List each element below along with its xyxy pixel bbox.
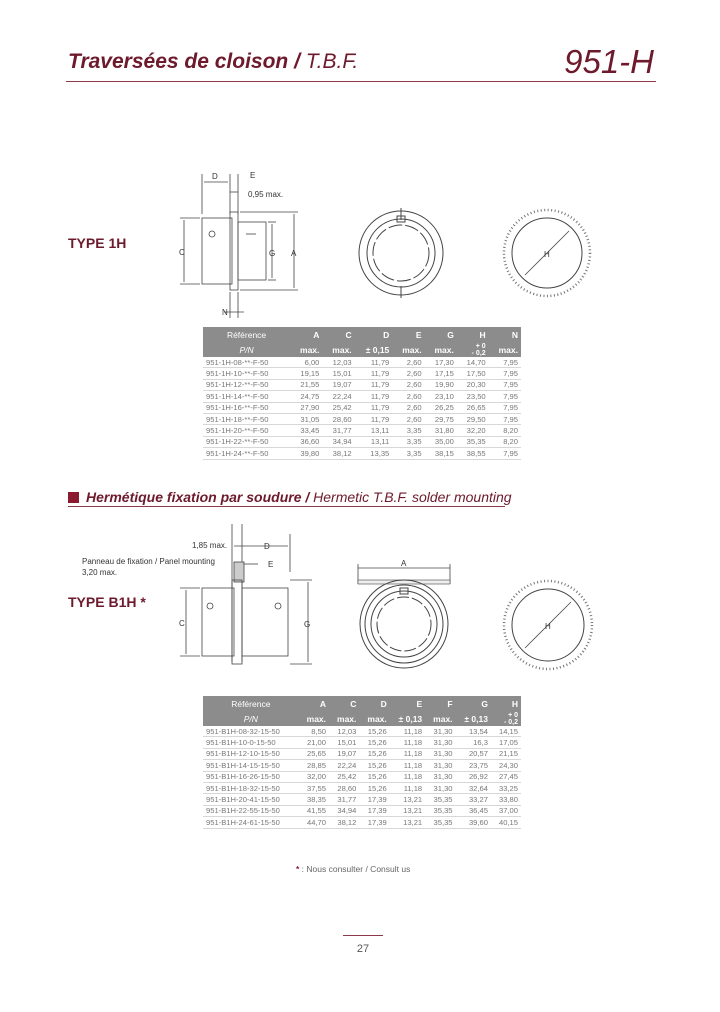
table-row bbox=[203, 425, 521, 436]
value-cell: 37,55 bbox=[299, 782, 329, 793]
value-cell: 33,80 bbox=[491, 794, 521, 805]
section-rule bbox=[68, 506, 505, 507]
section-bullet-icon bbox=[68, 492, 79, 503]
table-row bbox=[203, 737, 521, 748]
sub-h bbox=[457, 342, 489, 357]
value-cell: 35,00 bbox=[425, 436, 457, 447]
value-cell: 17,39 bbox=[359, 794, 389, 805]
value-cell: 31,30 bbox=[425, 748, 455, 759]
value-cell: 15,26 bbox=[359, 726, 389, 737]
label-n: N bbox=[222, 308, 228, 317]
part-number-cell: 951-1H-08-**-F-50 bbox=[203, 357, 290, 368]
value-cell: 25,42 bbox=[322, 402, 354, 413]
table-row bbox=[203, 436, 521, 447]
value-cell: 15,26 bbox=[359, 737, 389, 748]
value-cell: 39,80 bbox=[290, 448, 322, 459]
th-d: D bbox=[359, 696, 389, 711]
type-b1h-front-drawing bbox=[354, 560, 454, 670]
value-cell: 11,18 bbox=[390, 748, 425, 759]
value-cell: 3,35 bbox=[392, 448, 424, 459]
value-cell: 38,35 bbox=[299, 794, 329, 805]
value-cell: 35,35 bbox=[425, 817, 455, 828]
th-pn: P/N bbox=[203, 711, 299, 726]
value-cell: 15,01 bbox=[322, 368, 354, 379]
value-cell: 31,80 bbox=[425, 425, 457, 436]
value-cell: 31,77 bbox=[329, 794, 359, 805]
value-cell: 26,65 bbox=[457, 402, 489, 413]
value-cell: 25,42 bbox=[329, 771, 359, 782]
table-row bbox=[203, 794, 521, 805]
value-cell: 6,00 bbox=[290, 357, 322, 368]
part-number-cell: 951-B1H-12-10-15-50 bbox=[203, 748, 299, 759]
value-cell: 15,26 bbox=[359, 771, 389, 782]
part-number-cell: 951-1H-24-**-F-50 bbox=[203, 448, 290, 459]
value-cell: 37,00 bbox=[491, 805, 521, 816]
value-cell: 38,12 bbox=[329, 817, 359, 828]
sub-g: max. bbox=[425, 342, 457, 357]
label-a: A bbox=[291, 249, 297, 258]
value-cell: 12,03 bbox=[329, 726, 359, 737]
th-ref: Référence bbox=[203, 696, 299, 711]
label-c: C bbox=[179, 248, 185, 257]
value-cell: 2,60 bbox=[392, 368, 424, 379]
value-cell: 7,95 bbox=[489, 391, 521, 402]
table-row bbox=[203, 402, 521, 413]
tol-top: + 0 bbox=[508, 711, 518, 719]
value-cell: 23,75 bbox=[456, 760, 491, 771]
value-cell: 3,35 bbox=[392, 436, 424, 447]
value-cell: 11,18 bbox=[390, 760, 425, 771]
value-cell: 14,70 bbox=[457, 357, 489, 368]
value-cell: 27,90 bbox=[290, 402, 322, 413]
label-185-max: 1,85 max. bbox=[192, 541, 228, 550]
type-b1h-label: TYPE B1H * bbox=[68, 594, 146, 610]
value-cell: 28,60 bbox=[329, 782, 359, 793]
value-cell: 31,30 bbox=[425, 782, 455, 793]
value-cell: 17,50 bbox=[457, 368, 489, 379]
value-cell: 13,11 bbox=[355, 436, 393, 447]
th-e: E bbox=[392, 327, 424, 342]
value-cell: 38,15 bbox=[425, 448, 457, 459]
value-cell: 31,30 bbox=[425, 737, 455, 748]
value-cell: 2,60 bbox=[392, 357, 424, 368]
part-number-cell: 951-1H-12-**-F-50 bbox=[203, 379, 290, 390]
value-cell: 31,30 bbox=[425, 726, 455, 737]
tol-top: + 0 bbox=[475, 342, 486, 350]
value-cell: 21,00 bbox=[299, 737, 329, 748]
th-ref: Référence bbox=[203, 327, 290, 342]
value-cell: 25,65 bbox=[299, 748, 329, 759]
type-1h-front-drawing bbox=[356, 208, 446, 298]
part-number-cell: 951-B1H-16-26-15-50 bbox=[203, 771, 299, 782]
value-cell: 21,55 bbox=[290, 379, 322, 390]
value-cell: 32,64 bbox=[456, 782, 491, 793]
th-e: E bbox=[390, 696, 425, 711]
value-cell: 31,30 bbox=[425, 760, 455, 771]
value-cell: 40,15 bbox=[491, 817, 521, 828]
label-c: C bbox=[179, 619, 185, 628]
footnote-star: * bbox=[296, 864, 300, 874]
value-cell: 28,85 bbox=[299, 760, 329, 771]
label-h: H bbox=[545, 622, 551, 631]
sub-c: max. bbox=[322, 342, 354, 357]
value-cell: 12,03 bbox=[322, 357, 354, 368]
th-a: A bbox=[299, 696, 329, 711]
value-cell: 19,07 bbox=[329, 748, 359, 759]
part-number-cell: 951-1H-16-**-F-50 bbox=[203, 402, 290, 413]
value-cell: 35,35 bbox=[425, 794, 455, 805]
value-cell: 23,50 bbox=[457, 391, 489, 402]
value-cell: 7,95 bbox=[489, 379, 521, 390]
value-cell: 32,00 bbox=[299, 771, 329, 782]
value-cell: 11,79 bbox=[355, 379, 393, 390]
value-cell: 22,24 bbox=[329, 760, 359, 771]
value-cell: 24,30 bbox=[491, 760, 521, 771]
value-cell: 21,15 bbox=[491, 748, 521, 759]
value-cell: 2,60 bbox=[392, 391, 424, 402]
footnote-text: : Nous consulter / Consult us bbox=[299, 864, 411, 874]
page-number-rule bbox=[343, 935, 383, 936]
value-cell: 26,92 bbox=[456, 771, 491, 782]
tol-bottom: - 0,2 bbox=[471, 349, 486, 357]
table-row bbox=[203, 448, 521, 459]
label-d: D bbox=[264, 542, 270, 551]
table-row bbox=[203, 805, 521, 816]
table-row bbox=[203, 368, 521, 379]
value-cell: 36,45 bbox=[456, 805, 491, 816]
th-d: D bbox=[355, 327, 393, 342]
th-c: C bbox=[329, 696, 359, 711]
value-cell: 7,95 bbox=[489, 357, 521, 368]
section-subtitle: Hermetic T.B.F. solder mounting bbox=[309, 489, 512, 505]
th-h: H bbox=[457, 327, 489, 342]
value-cell: 31,77 bbox=[322, 425, 354, 436]
part-number-cell: 951-1H-22-**-F-50 bbox=[203, 436, 290, 447]
value-cell: 11,79 bbox=[355, 368, 393, 379]
value-cell: 19,07 bbox=[322, 379, 354, 390]
part-number-cell: 951-B1H-24-61-15-50 bbox=[203, 817, 299, 828]
sub-n: max. bbox=[489, 342, 521, 357]
part-number-cell: 951-B1H-14-15-15-50 bbox=[203, 760, 299, 771]
panel-mounting-label: Panneau de fixation / Panel mounting bbox=[82, 557, 215, 566]
value-cell: 28,60 bbox=[322, 413, 354, 424]
value-cell: 32,20 bbox=[457, 425, 489, 436]
sub-h bbox=[491, 711, 521, 726]
value-cell: 13,11 bbox=[355, 425, 393, 436]
label-a: A bbox=[401, 559, 407, 568]
sub-a: max. bbox=[299, 711, 329, 726]
page-title bbox=[68, 50, 358, 74]
th-n: N bbox=[489, 327, 521, 342]
label-095-max: 0,95 max. bbox=[248, 190, 284, 199]
table-row bbox=[203, 817, 521, 828]
sub-d: max. bbox=[359, 711, 389, 726]
table-row bbox=[203, 782, 521, 793]
section-title: Hermétique fixation par soudure / bbox=[86, 489, 310, 505]
value-cell: 34,94 bbox=[322, 436, 354, 447]
type-1h-side-drawing bbox=[170, 168, 310, 318]
part-number-cell: 951-B1H-08-32-15-50 bbox=[203, 726, 299, 737]
value-cell: 22,24 bbox=[322, 391, 354, 402]
value-cell: 31,05 bbox=[290, 413, 322, 424]
part-number-cell: 951-B1H-20-41-15-50 bbox=[203, 794, 299, 805]
series-number: 951-H bbox=[564, 43, 654, 80]
value-cell: 26,25 bbox=[425, 402, 457, 413]
value-cell: 11,18 bbox=[390, 782, 425, 793]
label-g: G bbox=[304, 620, 311, 629]
label-g: G bbox=[269, 249, 276, 258]
value-cell: 15,26 bbox=[359, 782, 389, 793]
label-d: D bbox=[212, 172, 218, 181]
title-sub: T.B.F. bbox=[299, 50, 359, 73]
value-cell: 8,20 bbox=[489, 436, 521, 447]
th-g: G bbox=[425, 327, 457, 342]
page-number: 27 bbox=[356, 943, 370, 955]
value-cell: 38,12 bbox=[322, 448, 354, 459]
type-1h-table bbox=[203, 327, 521, 460]
value-cell: 20,57 bbox=[456, 748, 491, 759]
value-cell: 38,55 bbox=[457, 448, 489, 459]
value-cell: 13,54 bbox=[456, 726, 491, 737]
value-cell: 35,35 bbox=[425, 805, 455, 816]
value-cell: 19,90 bbox=[425, 379, 457, 390]
panel-320-max: 3,20 max. bbox=[82, 568, 118, 577]
value-cell: 17,15 bbox=[425, 368, 457, 379]
value-cell: 13,35 bbox=[355, 448, 393, 459]
value-cell: 15,01 bbox=[329, 737, 359, 748]
value-cell: 27,45 bbox=[491, 771, 521, 782]
type-1h-label: TYPE 1H bbox=[68, 235, 127, 251]
table-row bbox=[203, 726, 521, 737]
part-number-cell: 951-B1H-22-55-15-50 bbox=[203, 805, 299, 816]
value-cell: 39,60 bbox=[456, 817, 491, 828]
part-number-cell: 951-1H-14-**-F-50 bbox=[203, 391, 290, 402]
sub-c: max. bbox=[329, 711, 359, 726]
value-cell: 13,21 bbox=[390, 805, 425, 816]
value-cell: 15,26 bbox=[359, 760, 389, 771]
value-cell: 2,60 bbox=[392, 402, 424, 413]
table-row bbox=[203, 357, 521, 368]
table-row bbox=[203, 379, 521, 390]
type-b1h-side-drawing bbox=[82, 522, 322, 668]
sub-a: max. bbox=[290, 342, 322, 357]
value-cell: 11,18 bbox=[390, 726, 425, 737]
value-cell: 29,50 bbox=[457, 413, 489, 424]
value-cell: 31,30 bbox=[425, 771, 455, 782]
part-number-cell: 951-B1H-18-32-15-50 bbox=[203, 782, 299, 793]
value-cell: 11,79 bbox=[355, 357, 393, 368]
value-cell: 17,30 bbox=[425, 357, 457, 368]
value-cell: 41,55 bbox=[299, 805, 329, 816]
th-g: G bbox=[456, 696, 491, 711]
header-rule bbox=[66, 81, 656, 82]
value-cell: 19,15 bbox=[290, 368, 322, 379]
table-row bbox=[203, 413, 521, 424]
sub-d: ± 0,15 bbox=[355, 342, 393, 357]
value-cell: 36,60 bbox=[290, 436, 322, 447]
value-cell: 11,18 bbox=[390, 737, 425, 748]
section-heading bbox=[68, 489, 512, 505]
value-cell: 24,75 bbox=[290, 391, 322, 402]
value-cell: 23,10 bbox=[425, 391, 457, 402]
type-b1h-panel-cutout bbox=[502, 579, 594, 671]
tol-bottom: - 0,2 bbox=[503, 718, 518, 726]
part-number-cell: 951-1H-18-**-F-50 bbox=[203, 413, 290, 424]
value-cell: 13,21 bbox=[390, 817, 425, 828]
value-cell: 11,79 bbox=[355, 413, 393, 424]
value-cell: 7,95 bbox=[489, 448, 521, 459]
value-cell: 17,39 bbox=[359, 817, 389, 828]
value-cell: 35,35 bbox=[457, 436, 489, 447]
value-cell: 17,05 bbox=[491, 737, 521, 748]
label-e: E bbox=[250, 171, 256, 180]
part-number-cell: 951-B1H-10-0-15-50 bbox=[203, 737, 299, 748]
value-cell: 8,20 bbox=[489, 425, 521, 436]
value-cell: 11,79 bbox=[355, 391, 393, 402]
table-row bbox=[203, 771, 521, 782]
th-c: C bbox=[322, 327, 354, 342]
sub-f: max. bbox=[425, 711, 455, 726]
sub-e: ± 0,13 bbox=[390, 711, 425, 726]
table-row bbox=[203, 391, 521, 402]
value-cell: 14,15 bbox=[491, 726, 521, 737]
label-h: H bbox=[544, 250, 550, 259]
type-1h-panel-cutout bbox=[502, 208, 592, 298]
part-number-cell: 951-1H-10-**-F-50 bbox=[203, 368, 290, 379]
value-cell: 44,70 bbox=[299, 817, 329, 828]
table-row bbox=[203, 760, 521, 771]
value-cell: 33,25 bbox=[491, 782, 521, 793]
table-row bbox=[203, 748, 521, 759]
value-cell: 13,21 bbox=[390, 794, 425, 805]
value-cell: 15,26 bbox=[359, 748, 389, 759]
value-cell: 17,39 bbox=[359, 805, 389, 816]
footnote bbox=[296, 864, 410, 874]
value-cell: 8,50 bbox=[299, 726, 329, 737]
value-cell: 33,27 bbox=[456, 794, 491, 805]
sub-g: ± 0,13 bbox=[456, 711, 491, 726]
th-a: A bbox=[290, 327, 322, 342]
value-cell: 2,60 bbox=[392, 413, 424, 424]
th-h: H bbox=[491, 696, 521, 711]
value-cell: 7,95 bbox=[489, 402, 521, 413]
value-cell: 3,35 bbox=[392, 425, 424, 436]
value-cell: 34,94 bbox=[329, 805, 359, 816]
value-cell: 11,18 bbox=[390, 771, 425, 782]
value-cell: 29,75 bbox=[425, 413, 457, 424]
part-number-cell: 951-1H-20-**-F-50 bbox=[203, 425, 290, 436]
value-cell: 20,30 bbox=[457, 379, 489, 390]
value-cell: 33,45 bbox=[290, 425, 322, 436]
value-cell: 2,60 bbox=[392, 379, 424, 390]
th-f: F bbox=[425, 696, 455, 711]
value-cell: 11,79 bbox=[355, 402, 393, 413]
value-cell: 7,95 bbox=[489, 413, 521, 424]
title-main: Traversées de cloison / bbox=[68, 50, 300, 73]
label-e: E bbox=[268, 560, 274, 569]
sub-e: max. bbox=[392, 342, 424, 357]
value-cell: 7,95 bbox=[489, 368, 521, 379]
type-b1h-table bbox=[203, 696, 521, 829]
value-cell: 16,3 bbox=[456, 737, 491, 748]
th-pn: P/N bbox=[203, 342, 290, 357]
